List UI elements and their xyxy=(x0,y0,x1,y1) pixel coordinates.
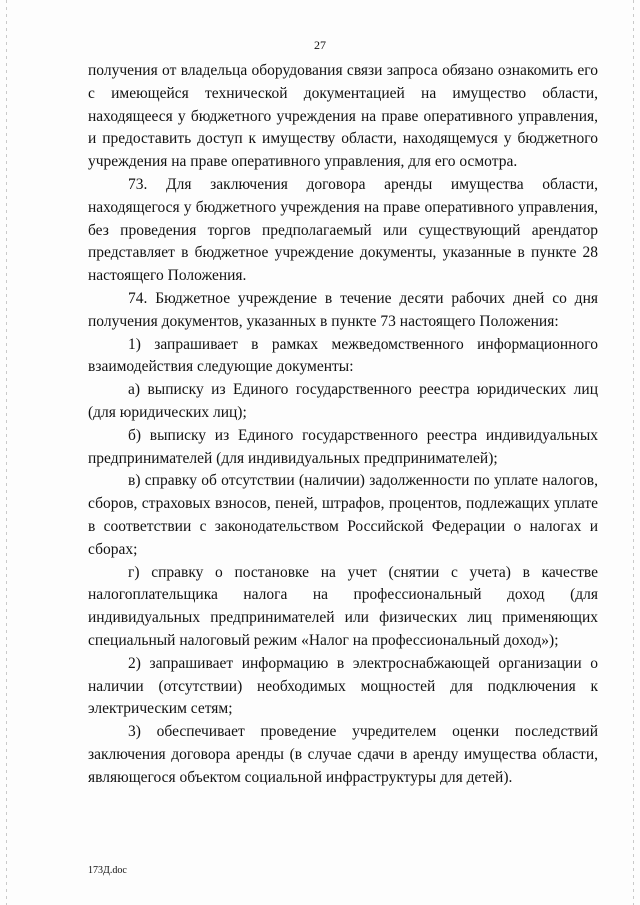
right-scan-edge xyxy=(633,0,634,905)
subitem-v: в) справку об отсутствии (наличии) задолженности по уплате налогов, сборов, страховых взносов, пеней, штрафов, процентов, подлежащих уплате в соответствии с законодательством Российской Федерации о налогах и сборах; xyxy=(88,472,598,558)
subitem-3: 3) обеспечивает проведение учредителем оценки последствий заключения договора аренды (в случае сдачи в аренду имущества области, являющегося объектом социальной инфраструктуры для детей). xyxy=(88,723,598,786)
footer-filename: 173Д.doc xyxy=(88,865,127,876)
document-body xyxy=(88,60,598,790)
paragraph-continuation: получения от владельца оборудования связи запроса обязано ознакомить его с имеющейся технической документацией на имущество области, находящееся у бюджетного учреждения на праве оперативного управления, и предоставить доступ к имуществу области, находящемуся у бюджетного учреждения на праве оперативного управления, для его осмотра. xyxy=(88,62,598,171)
subitem-2: 2) запрашивает информацию в электроснабжающей организации о наличии (отсутствии) необходимых мощностей для подключения к электрическим сетям; xyxy=(88,654,598,718)
subitem-g: г) справку о постановке на учет (снятии с учета) в качестве налогоплательщика налога на профессиональный доход (для индивидуальных предпринимателей или физических лиц применяющих специальный налоговый режим «Налог на профессиональный доход»); xyxy=(88,563,598,649)
left-scan-edge xyxy=(6,0,7,905)
page-number: 27 xyxy=(314,38,326,52)
subitem-1: 1) запрашивает в рамках межведомственного информационного взаимодействия следующие документы: xyxy=(88,335,598,376)
subitem-a: а) выписку из Единого государственного реестра юридических лиц (для юридических лиц); xyxy=(88,381,598,421)
subitem-b: б) выписку из Единого государственного реестра индивидуальных предпринимателей (для индивидуальных предпринимателей); xyxy=(88,426,598,467)
paragraph-74: 74. Бюджетное учреждение в течение десяти рабочих дней со дня получения документов, указанных в пункте 73 настоящего Положения: xyxy=(88,289,598,330)
paragraph-73: 73. Для заключения договора аренды имущества области, находящегося у бюджетного учреждения на праве оперативного управления, без проведения торгов предполагаемый или существующий арендатор представляет в бюджетное учреждение документы, указанные в пункте 28 настоящего Положения. xyxy=(88,175,598,285)
